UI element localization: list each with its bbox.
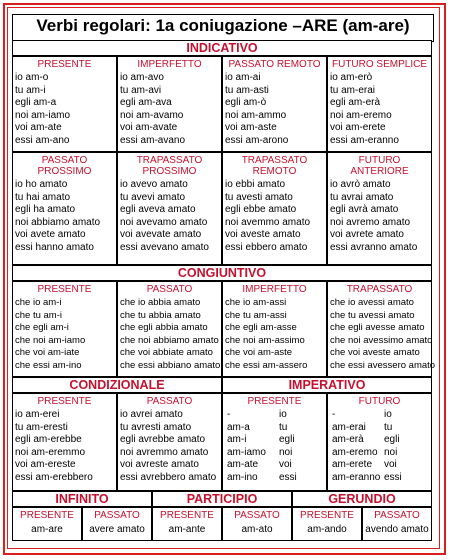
conjugation-row: che tu am-assi <box>225 309 287 321</box>
conjugation-list <box>223 297 326 373</box>
participio-col <box>222 507 292 541</box>
conjugation-row: io am-ai <box>225 72 261 83</box>
conjugation-list <box>118 72 221 148</box>
conjugation-row: tu avesti amato <box>225 191 293 203</box>
condizionale-col <box>12 393 117 491</box>
conjugation-row: tu hai amato <box>15 191 71 203</box>
verb-form: am-a <box>227 421 250 433</box>
conjugation-row: che essi abbiano amato <box>120 359 221 371</box>
conjugation-row: egli am-erà <box>330 97 381 109</box>
imperative-row <box>328 422 431 435</box>
conjugation-row: che voi aveste amato <box>330 347 420 359</box>
conjugation-row: voi am-aste <box>225 122 277 134</box>
imperative-row <box>328 459 431 472</box>
conjugation-row: che egli abbia amato <box>120 322 208 334</box>
conjugation-row: voi am-ereste <box>15 459 76 471</box>
conjugation-list <box>118 297 221 373</box>
verb-form: am-i <box>227 434 247 446</box>
conjugation-row: io avevo amato <box>120 179 188 190</box>
conjugation-row: egli am-ava <box>120 97 172 109</box>
conjugation-row: io ho amato <box>15 179 68 190</box>
pronoun: tu <box>279 421 288 433</box>
imperative-row <box>223 422 326 435</box>
conjugation-list <box>13 409 116 485</box>
pronoun: noi <box>384 446 398 458</box>
conjugation-row: egli ebbe amato <box>225 204 297 216</box>
imperativo-col <box>222 393 327 491</box>
conjugation-row: io am-erei <box>15 409 60 420</box>
conjugation-row: noi avevamo amato <box>120 216 208 228</box>
congiuntivo-col <box>117 281 222 377</box>
conjugation-list <box>13 72 116 148</box>
conjugation-row: voi am-erete <box>330 122 386 134</box>
conjugation-row: voi am-avate <box>120 122 178 134</box>
conjugation-row: che tu abbia amato <box>120 309 201 321</box>
form-value: am-ando <box>307 524 347 535</box>
verb-form: am-ino <box>227 471 258 483</box>
participio-col <box>152 507 222 541</box>
indicativo-compound-col <box>327 152 432 265</box>
conjugation-row: egli avrebbe amato <box>120 434 206 446</box>
imperative-row <box>328 447 431 460</box>
conjugation-list <box>118 179 221 255</box>
column-header: ANTERIORE <box>350 166 409 177</box>
conjugation-row: che noi avessimo amato <box>330 334 433 346</box>
column-header: IMPERFETTO <box>242 284 307 295</box>
verb-form: am-ate <box>227 459 259 471</box>
conjugation-row: egli am-ò <box>225 97 267 109</box>
conjugation-row: noi am-eremmo <box>15 446 86 458</box>
column-header: PRESENTE <box>37 284 92 295</box>
conjugation-row: essi am-eranno <box>330 134 399 146</box>
column-header: IMPERFETTO <box>137 59 202 70</box>
conjugation-row: che egli avesse amato <box>330 322 425 334</box>
indicativo-simple-col <box>12 56 117 152</box>
conjugation-row: io am-o <box>15 72 49 83</box>
conjugation-row: voi am-ate <box>15 122 62 134</box>
conjugation-row: essi hanno amato <box>15 241 94 253</box>
conjugation-row: tu am-erai <box>330 84 376 96</box>
pronoun: essi <box>384 471 402 483</box>
conjugation-row: che essi avessero amato <box>330 359 436 371</box>
verb-form: am-erete <box>332 459 373 471</box>
gerundio-col <box>292 507 362 541</box>
conjugation-list <box>223 72 326 148</box>
indicativo-simple-col <box>117 56 222 152</box>
indicativo-compound-col <box>12 152 117 265</box>
pronoun: egli <box>279 434 295 446</box>
column-header: FUTURO SEMPLICE <box>331 59 427 70</box>
conjugation-row: egli avrà amato <box>330 204 399 216</box>
imperative-row <box>328 472 431 485</box>
indicativo-simple-col <box>222 56 327 152</box>
section-condizionale: CONDIZIONALE <box>12 377 222 393</box>
conjugation-list <box>118 409 221 485</box>
form-value: am-are <box>31 524 63 535</box>
imperative-row <box>328 409 431 422</box>
conjugation-row: voi avreste amato <box>120 459 199 471</box>
pronoun: voi <box>384 459 397 471</box>
conjugation-row: essi avranno amato <box>330 241 418 253</box>
conjugation-row: io am-avo <box>120 72 164 83</box>
conjugation-row: essi am-arono <box>225 134 289 146</box>
conjugation-row: che essi am-ino <box>15 359 82 371</box>
conjugation-row: che voi abbiate amato <box>120 347 213 359</box>
conjugation-list <box>223 179 326 255</box>
section-imperativo: IMPERATIVO <box>222 377 432 393</box>
conjugation-row: che noi abbiamo amato <box>120 334 219 346</box>
conjugation-list <box>328 297 436 373</box>
conjugation-row: voi avete amato <box>15 229 86 241</box>
column-header: PROSSIMO <box>37 166 92 177</box>
conjugation-row: che tu avessi amato <box>330 309 415 321</box>
conjugation-row: noi am-eremo <box>330 109 392 121</box>
conjugation-row: essi am-avano <box>120 134 186 146</box>
conjugation-row: egli am-erebbe <box>15 434 82 446</box>
column-header: PRESENTE <box>300 510 354 521</box>
infinito-col <box>12 507 82 541</box>
section-participio: PARTICIPIO <box>152 491 292 507</box>
congiuntivo-col <box>327 281 436 377</box>
column-header: PRESENTE <box>20 510 74 521</box>
form-value: avere amato <box>89 524 145 535</box>
congiuntivo-col <box>222 281 327 377</box>
section-infinito: INFINITO <box>12 491 152 507</box>
conjugation-row: tu avevi amato <box>120 191 186 203</box>
verb-form: am-erà <box>332 434 364 446</box>
form-value: am-ante <box>168 524 206 535</box>
conjugation-list <box>328 409 431 485</box>
conjugation-row: essi am-ano <box>15 134 70 146</box>
conjugation-row: che tu am-i <box>15 309 62 321</box>
column-header: FUTURO <box>358 396 401 407</box>
conjugation-row: essi avrebbero amato <box>120 471 217 483</box>
gerundio-col <box>362 507 432 541</box>
conjugation-row: che io am-assi <box>225 297 287 308</box>
column-header: PASSATO REMOTO <box>228 59 321 70</box>
pronoun: voi <box>279 459 292 471</box>
pronoun: egli <box>384 434 400 446</box>
conjugation-row: noi am-ammo <box>225 109 287 121</box>
conjugation-row: che voi am-iate <box>15 347 80 359</box>
conjugation-row: egli am-a <box>15 97 57 109</box>
conjugation-row: che io avessi amato <box>330 297 414 308</box>
conjugation-row: egli aveva amato <box>120 204 196 216</box>
conjugation-row: che io am-i <box>15 297 62 308</box>
column-header: PASSATO <box>94 510 140 521</box>
column-header: PASSATO <box>41 155 88 166</box>
conjugation-row: tu avresti amato <box>120 421 192 433</box>
column-header: PASSATO <box>146 396 193 407</box>
conjugation-row: essi am-erebbero <box>15 471 93 483</box>
conjugation-row: egli ha amato <box>15 204 76 216</box>
conjugation-row: tu avrai amato <box>330 191 394 203</box>
conjugation-row: tu am-i <box>15 84 46 96</box>
column-header: TRAPASSATO <box>346 284 413 295</box>
form-value: am-ato <box>241 524 273 535</box>
pronoun: essi <box>279 471 297 483</box>
conjugation-list <box>328 72 431 148</box>
verb-form: am-eremo <box>332 446 378 458</box>
column-header: PRESENTE <box>160 510 214 521</box>
conjugation-row: che voi am-aste <box>225 347 293 359</box>
column-header: PROSSIMO <box>142 166 197 177</box>
verb-form: am-eranno <box>332 471 381 483</box>
conjugation-row: io avrò amato <box>330 179 391 190</box>
condizionale-col <box>117 393 222 491</box>
column-header: PRESENTE <box>247 396 302 407</box>
conjugation-row: noi avemmo amato <box>225 216 311 228</box>
form-value: avendo amato <box>365 524 429 535</box>
imperative-row <box>223 409 326 422</box>
column-header: PRESENTE <box>37 396 92 407</box>
pronoun: tu <box>384 421 393 433</box>
conjugation-row: che essi am-assero <box>225 359 308 371</box>
column-header: PASSATO <box>374 510 420 521</box>
conjugation-list <box>13 179 116 255</box>
column-header: TRAPASSATO <box>241 155 308 166</box>
conjugation-row: noi avremmo amato <box>120 446 209 458</box>
conjugation-row: noi avremo amato <box>330 216 411 228</box>
conjugation-row: voi avrete amato <box>330 229 404 241</box>
indicativo-compound-col <box>117 152 222 265</box>
imperative-row <box>328 434 431 447</box>
conjugation-row: essi avevano amato <box>120 241 209 253</box>
conjugation-row: che egli am-i <box>15 322 69 334</box>
congiuntivo-col <box>12 281 117 377</box>
conjugation-row: io avrei amato <box>120 409 183 420</box>
conjugation-row: io am-erò <box>330 72 373 83</box>
imperativo-col <box>327 393 432 491</box>
indicativo-simple-col <box>327 56 432 152</box>
verb-form: - <box>227 409 231 420</box>
column-header: FUTURO <box>358 155 401 166</box>
verb-form: am-erai <box>332 421 366 433</box>
section-gerundio: GERUNDIO <box>292 491 432 507</box>
conjugation-list <box>13 297 116 373</box>
imperative-row <box>223 434 326 447</box>
imperative-row <box>223 459 326 472</box>
conjugation-list <box>328 179 431 255</box>
conjugation-row: noi am-avamo <box>120 109 184 121</box>
infinito-col <box>82 507 152 541</box>
conjugation-row: tu am-asti <box>225 84 269 96</box>
pronoun: noi <box>279 446 293 458</box>
conjugation-row: tu am-eresti <box>15 421 68 433</box>
column-header: REMOTO <box>252 166 297 177</box>
imperative-row <box>223 447 326 460</box>
conjugation-row: che io abbia amato <box>120 297 201 308</box>
column-header: PRESENTE <box>37 59 92 70</box>
conjugation-row: noi abbiamo amato <box>15 216 101 228</box>
indicativo-compound-col <box>222 152 327 265</box>
column-header: PASSATO <box>146 284 193 295</box>
conjugation-list <box>223 409 326 485</box>
conjugation-row: che noi am-iamo <box>15 334 86 346</box>
verb-form: am-iamo <box>227 446 266 458</box>
imperative-row <box>223 472 326 485</box>
verb-form: - <box>332 409 336 420</box>
conjugation-row: voi aveste amato <box>225 229 301 241</box>
conjugation-row: noi am-iamo <box>15 109 71 121</box>
conjugation-row: io ebbi amato <box>225 179 286 190</box>
conjugation-row: che noi am-assimo <box>225 334 305 346</box>
conjugation-row: voi avevate amato <box>120 229 202 241</box>
section-indicativo: INDICATIVO <box>12 40 432 56</box>
pronoun: io <box>279 409 287 420</box>
page-title: Verbi regolari: 1a coniugazione –ARE (am-are) <box>36 16 410 35</box>
pronoun: io <box>384 409 392 420</box>
conjugation-row: che egli am-asse <box>225 322 297 334</box>
column-header: PASSATO <box>234 510 280 521</box>
section-congiuntivo: CONGIUNTIVO <box>12 265 432 281</box>
column-header: TRAPASSATO <box>136 155 203 166</box>
conjugation-row: essi ebbero amato <box>225 241 308 253</box>
conjugation-row: tu am-avi <box>120 84 162 96</box>
